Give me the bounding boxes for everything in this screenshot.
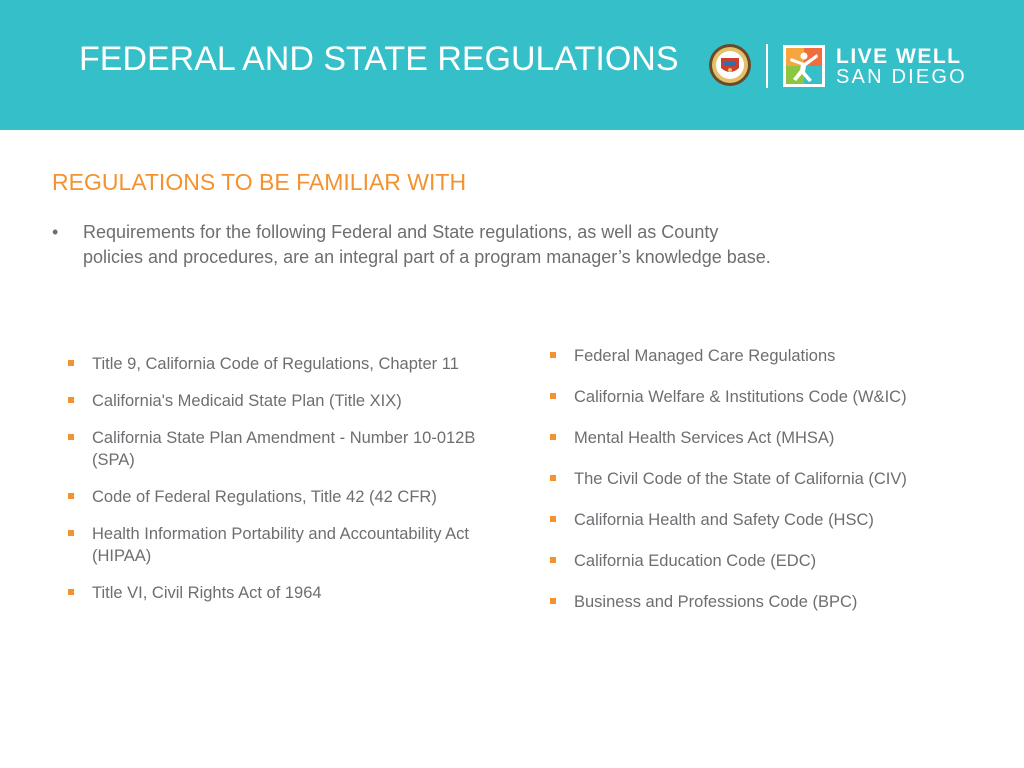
list-item: California Welfare & Institutions Code (W&IC)	[550, 386, 980, 408]
brand-line-2: SAN DIEGO	[836, 66, 967, 88]
logo-divider	[766, 44, 768, 88]
list-item: California Education Code (EDC)	[550, 550, 980, 572]
brand-line-1: LIVE WELL	[836, 45, 962, 68]
square-bullet-icon	[550, 434, 556, 440]
square-bullet-icon	[68, 397, 74, 403]
section-heading: REGULATIONS TO BE FAMILIAR WITH	[52, 169, 467, 195]
right-regulations-list	[550, 345, 980, 632]
list-item: Title VI, Civil Rights Act of 1964	[68, 582, 528, 604]
list-item: Mental Health Services Act (MHSA)	[550, 427, 980, 449]
list-item: California's Medicaid State Plan (Title XIX)	[68, 390, 528, 412]
square-bullet-icon	[68, 589, 74, 595]
square-bullet-icon	[550, 352, 556, 358]
square-bullet-icon	[550, 393, 556, 399]
intro-text: Requirements for the following Federal and State regulations, as well as County policies and procedures, are an integral part of a program manager’s knowledge base.	[83, 222, 771, 267]
square-bullet-icon	[550, 557, 556, 563]
county-seal-icon	[708, 43, 752, 87]
square-bullet-icon	[68, 493, 74, 499]
square-bullet-icon	[550, 516, 556, 522]
list-item: Code of Federal Regulations, Title 42 (42 CFR)	[68, 486, 528, 508]
list-item: Health Information Portability and Accountability Act (HIPAA)	[68, 523, 528, 567]
square-bullet-icon	[550, 475, 556, 481]
left-regulations-list	[68, 353, 528, 619]
page-title: FEDERAL AND STATE REGULATIONS	[79, 40, 679, 78]
bullet-dot: •	[52, 222, 59, 242]
list-item: Business and Professions Code (BPC)	[550, 591, 980, 613]
list-item: The Civil Code of the State of California (CIV)	[550, 468, 980, 490]
live-well-figure-icon	[783, 45, 825, 87]
square-bullet-icon	[68, 434, 74, 440]
square-bullet-icon	[68, 530, 74, 536]
square-bullet-icon	[68, 360, 74, 366]
live-well-san-diego-logo	[836, 46, 967, 88]
intro-paragraph	[52, 220, 772, 269]
title-bar	[0, 0, 1024, 130]
square-bullet-icon	[550, 598, 556, 604]
list-item: Federal Managed Care Regulations	[550, 345, 980, 367]
list-item: Title 9, California Code of Regulations, Chapter 11	[68, 353, 528, 375]
list-item: California Health and Safety Code (HSC)	[550, 509, 980, 531]
list-item: California State Plan Amendment - Number 10-012B (SPA)	[68, 427, 528, 471]
